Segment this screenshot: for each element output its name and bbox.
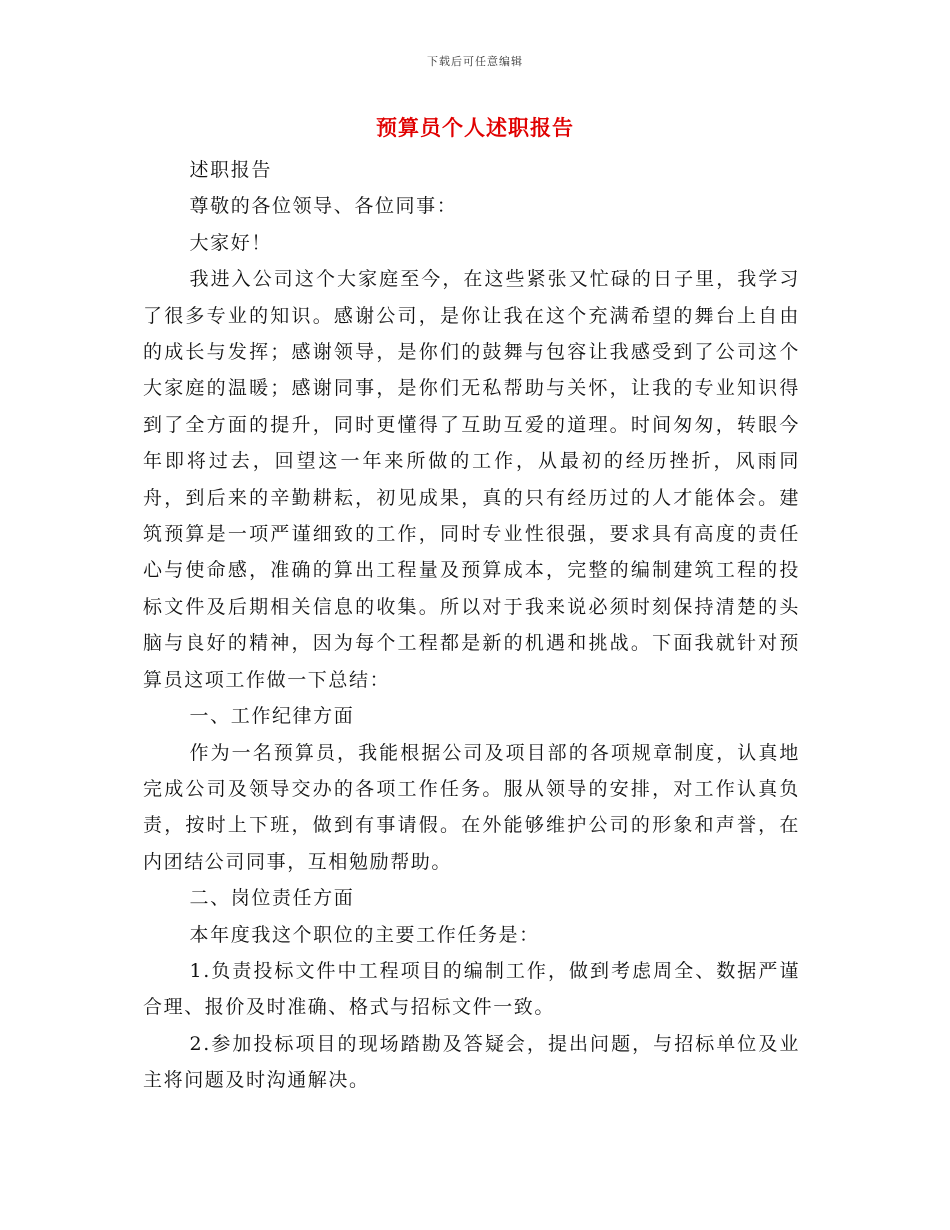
list-item-task-1: 1.负责投标文件中工程项目的编制工作，做到考虑周全、数据严谨合理、报价及时准确、格式与招标文件一致。	[143, 959, 800, 1019]
list-item-task-2: 2.参加投标项目的现场踏勘及答疑会，提出问题，与招标单位及业主将问题及时沟通解决。	[143, 1032, 800, 1092]
paragraph-salutation: 尊敬的各位领导、各位同事：	[189, 195, 458, 218]
paragraph-introduction: 我进入公司这个大家庭至今，在这些紧张又忙碌的日子里，我学习了很多专业的知识。感谢公司，是你让我在这个充满希望的舞台上自由的成长与发挥；感谢领导，是你们的鼓舞与包容让我感受到了公司这个大家庭的温暖；感谢同事，是你们无私帮助与关怀，让我的专业知识得到了全方面的提升，同时更懂得了互助互爱的道理。时间匆匆，转眼今年即将过去，回望这一年来所做的工作，从最初的经历挫折，风雨同舟，到后来的辛勤耕耘，初见成果，真的只有经历过的人才能体会。建筑预算是一项严谨细致的工作，同时专业性很强，要求具有高度的责任心与使命感，准确的算出工程量及预算成本，完整的编制建筑工程的投标文件及后期相关信息的收集。所以对于我来说必须时刻保持清楚的头脑与良好的精神，因为每个工程都是新的机遇和挑战。下面我就针对预算员这项工作做一下总结：	[143, 268, 800, 691]
paragraph-main-tasks: 本年度我这个职位的主要工作任务是：	[189, 923, 540, 946]
section-heading-job-responsibility: 二、岗位责任方面	[189, 887, 355, 910]
document-body	[143, 152, 800, 1099]
document-title: 预算员个人述职报告	[376, 115, 574, 140]
section-heading-work-discipline: 一、工作纪律方面	[189, 705, 355, 728]
paragraph-report-label: 述职报告	[189, 159, 272, 181]
paragraph-greeting: 大家好！	[189, 231, 272, 254]
paragraph-work-discipline: 作为一名预算员，我能根据公司及项目部的各项规章制度，认真地完成公司及领导交办的各项工作任务。服从领导的安排，对工作认真负责，按时上下班，做到有事请假。在外能够维护公司的形象和声誉，在内团结公司同事，互相勉励帮助。	[143, 741, 800, 873]
page-header-note: 下载后可任意编辑	[427, 55, 523, 68]
